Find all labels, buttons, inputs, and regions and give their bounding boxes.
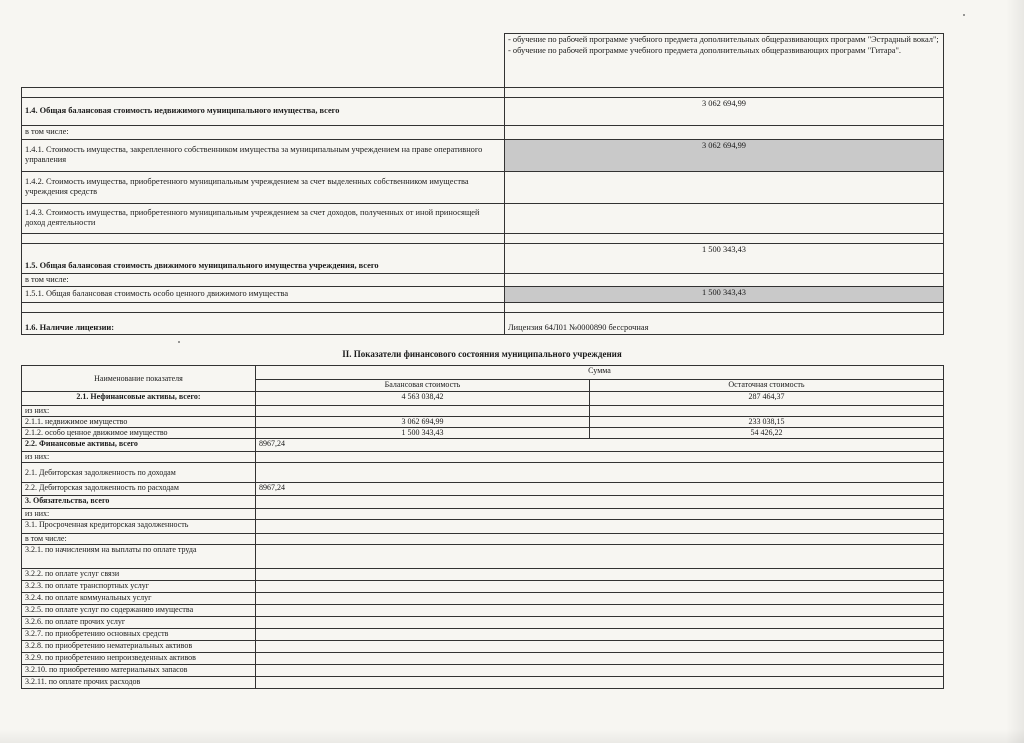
row-label: 3.2.1. по начислениям на выплаты по оплате труда (22, 545, 256, 569)
balance-value: 1 500 343,43 (256, 428, 590, 439)
residual-value: 233 038,15 (590, 417, 944, 428)
residual-value (590, 406, 944, 417)
row-value: 8967,24 (256, 483, 944, 496)
spacer-cell (505, 233, 944, 243)
table-row (22, 641, 944, 653)
row-label: 1.6. Наличие лицензии: (22, 313, 505, 335)
table-row (22, 98, 944, 126)
spacer-cell (22, 88, 505, 98)
header-name: Наименование показателя (22, 366, 256, 392)
balance-value: 4 563 038,42 (256, 392, 590, 406)
header-residual: Остаточная стоимость (590, 380, 944, 392)
header-sum: Сумма (256, 366, 944, 380)
balance-value: 3 062 694,99 (256, 417, 590, 428)
spacer-cell (505, 88, 944, 98)
row-label: 1.4.2. Стоимость имущества, приобретенного муниципальным учреждением за счет выделенных собственником имущества учреждения средств (22, 171, 505, 203)
row-value (256, 581, 944, 593)
table-row (22, 653, 944, 665)
row-label: 2.1. Дебиторская задолженность по доходам (22, 463, 256, 483)
table-row (22, 171, 944, 203)
table-row (22, 520, 944, 534)
row-label: 1.4.3. Стоимость имущества, приобретенного муниципальным учреждением за счет доходов, полученных от иной приносящей доход деятельности (22, 203, 505, 233)
table-row (22, 439, 944, 452)
table-row (22, 463, 944, 483)
row-value (505, 171, 944, 203)
row-label: 1.4.1. Стоимость имущества, закрепленного собственником имущества за муниципальным учреждением на праве оперативного управления (22, 139, 505, 171)
empty-cell (22, 34, 505, 88)
row-value: 3 062 694,99 (505, 139, 944, 171)
row-value (505, 273, 944, 287)
row-value (256, 665, 944, 677)
table-row (22, 665, 944, 677)
table-row (22, 203, 944, 233)
scan-speck (178, 341, 180, 343)
row-label: 2.2. Финансовые активы, всего (22, 439, 256, 452)
row-label: 3.2.3. по оплате транспортных услуг (22, 581, 256, 593)
row-value (505, 203, 944, 233)
row-label: из них: (22, 452, 256, 463)
row-label: 3.2.2. по оплате услуг связи (22, 569, 256, 581)
table-row (22, 417, 944, 428)
table-row (22, 581, 944, 593)
row-value: 1 500 343,43 (505, 287, 944, 303)
row-label: из них: (22, 406, 256, 417)
table-row (22, 534, 944, 545)
row-label: 2.1. Нефинансовые активы, всего: (22, 392, 256, 406)
row-value (256, 520, 944, 534)
scan-speck (963, 14, 965, 16)
table-row (22, 273, 944, 287)
row-value: 8967,24 (256, 439, 944, 452)
row-value (256, 677, 944, 689)
license-value: Лицензия 64Л01 №0000890 бессрочная (505, 313, 944, 335)
row-value (256, 452, 944, 463)
table-row (22, 452, 944, 463)
scan-edge-shadow (1006, 0, 1024, 743)
row-value (256, 509, 944, 520)
row-value (256, 545, 944, 569)
row-label: 2.1.2. особо ценное движимое имущество (22, 428, 256, 439)
row-value (256, 534, 944, 545)
table-row (22, 243, 944, 273)
residual-value: 54 426,22 (590, 428, 944, 439)
row-value: 3 062 694,99 (505, 98, 944, 126)
row-value (256, 496, 944, 509)
row-label: 3.1. Просроченная кредиторская задолженность (22, 520, 256, 534)
scan-bottom-shadow (0, 729, 1024, 743)
spacer-cell (22, 303, 505, 313)
row-label: 3.2.6. по оплате прочих услуг (22, 617, 256, 629)
table-row (22, 593, 944, 605)
row-value (256, 605, 944, 617)
row-value (256, 641, 944, 653)
row-label: 2.2. Дебиторская задолженность по расходам (22, 483, 256, 496)
program-description-cell (505, 34, 944, 88)
table-row (22, 428, 944, 439)
row-value (256, 653, 944, 665)
table-row (22, 483, 944, 496)
row-label: 1.5. Общая балансовая стоимость движимого муниципального имущества учреждения, всего (22, 243, 505, 273)
row-label: в том числе: (22, 126, 505, 140)
property-value-table (21, 33, 944, 335)
row-label: в том числе: (22, 534, 256, 545)
row-label: 2.1.1. недвижимое имущество (22, 417, 256, 428)
row-label: 3.2.11. по оплате прочих расходов (22, 677, 256, 689)
table-row (22, 509, 944, 520)
row-value (256, 629, 944, 641)
row-label: 3.2.4. по оплате коммунальных услуг (22, 593, 256, 605)
row-label: 1.5.1. Общая балансовая стоимость особо ценного движимого имущества (22, 287, 505, 303)
table-row (22, 677, 944, 689)
table-row (22, 605, 944, 617)
table-row (22, 139, 944, 171)
row-label: 3.2.7. по приобретению основных средств (22, 629, 256, 641)
table-row (22, 617, 944, 629)
table-row (22, 496, 944, 509)
row-value (505, 126, 944, 140)
row-value (256, 463, 944, 483)
table-row (22, 287, 944, 303)
row-label: в том числе: (22, 273, 505, 287)
row-label: 3.2.8. по приобретению нематериальных активов (22, 641, 256, 653)
table-row (22, 126, 944, 140)
table-row (22, 313, 944, 335)
table-row (22, 569, 944, 581)
program-line: - обучение по рабочей программе учебного предмета дополнительных общеразвивающих программ "Эстрадный вокал"; (508, 35, 939, 44)
table-row (22, 406, 944, 417)
row-label: 3. Обязательства, всего (22, 496, 256, 509)
financial-state-table (21, 365, 944, 689)
row-value (256, 617, 944, 629)
table-row (22, 545, 944, 569)
spacer-cell (505, 303, 944, 313)
row-label: 3.2.5. по оплате услуг по содержанию имущества (22, 605, 256, 617)
row-label: 3.2.10. по приобретению материальных запасов (22, 665, 256, 677)
row-value (256, 569, 944, 581)
header-balance: Балансовая стоимость (256, 380, 590, 392)
row-label: 1.4. Общая балансовая стоимость недвижимого муниципального имущества, всего (22, 98, 505, 126)
residual-value: 287 464,37 (590, 392, 944, 406)
row-label: из них: (22, 509, 256, 520)
balance-value (256, 406, 590, 417)
row-value: 1 500 343,43 (505, 243, 944, 273)
table-row (22, 629, 944, 641)
program-line: - обучение по рабочей программе учебного предмета дополнительных общеразвивающих программ "Гитара". (508, 45, 902, 55)
spacer-cell (22, 233, 505, 243)
table-row (22, 392, 944, 406)
section-title: II. Показатели финансового состояния муниципального учреждения (342, 349, 622, 359)
row-value (256, 593, 944, 605)
row-label: 3.2.9. по приобретению непроизведенных активов (22, 653, 256, 665)
